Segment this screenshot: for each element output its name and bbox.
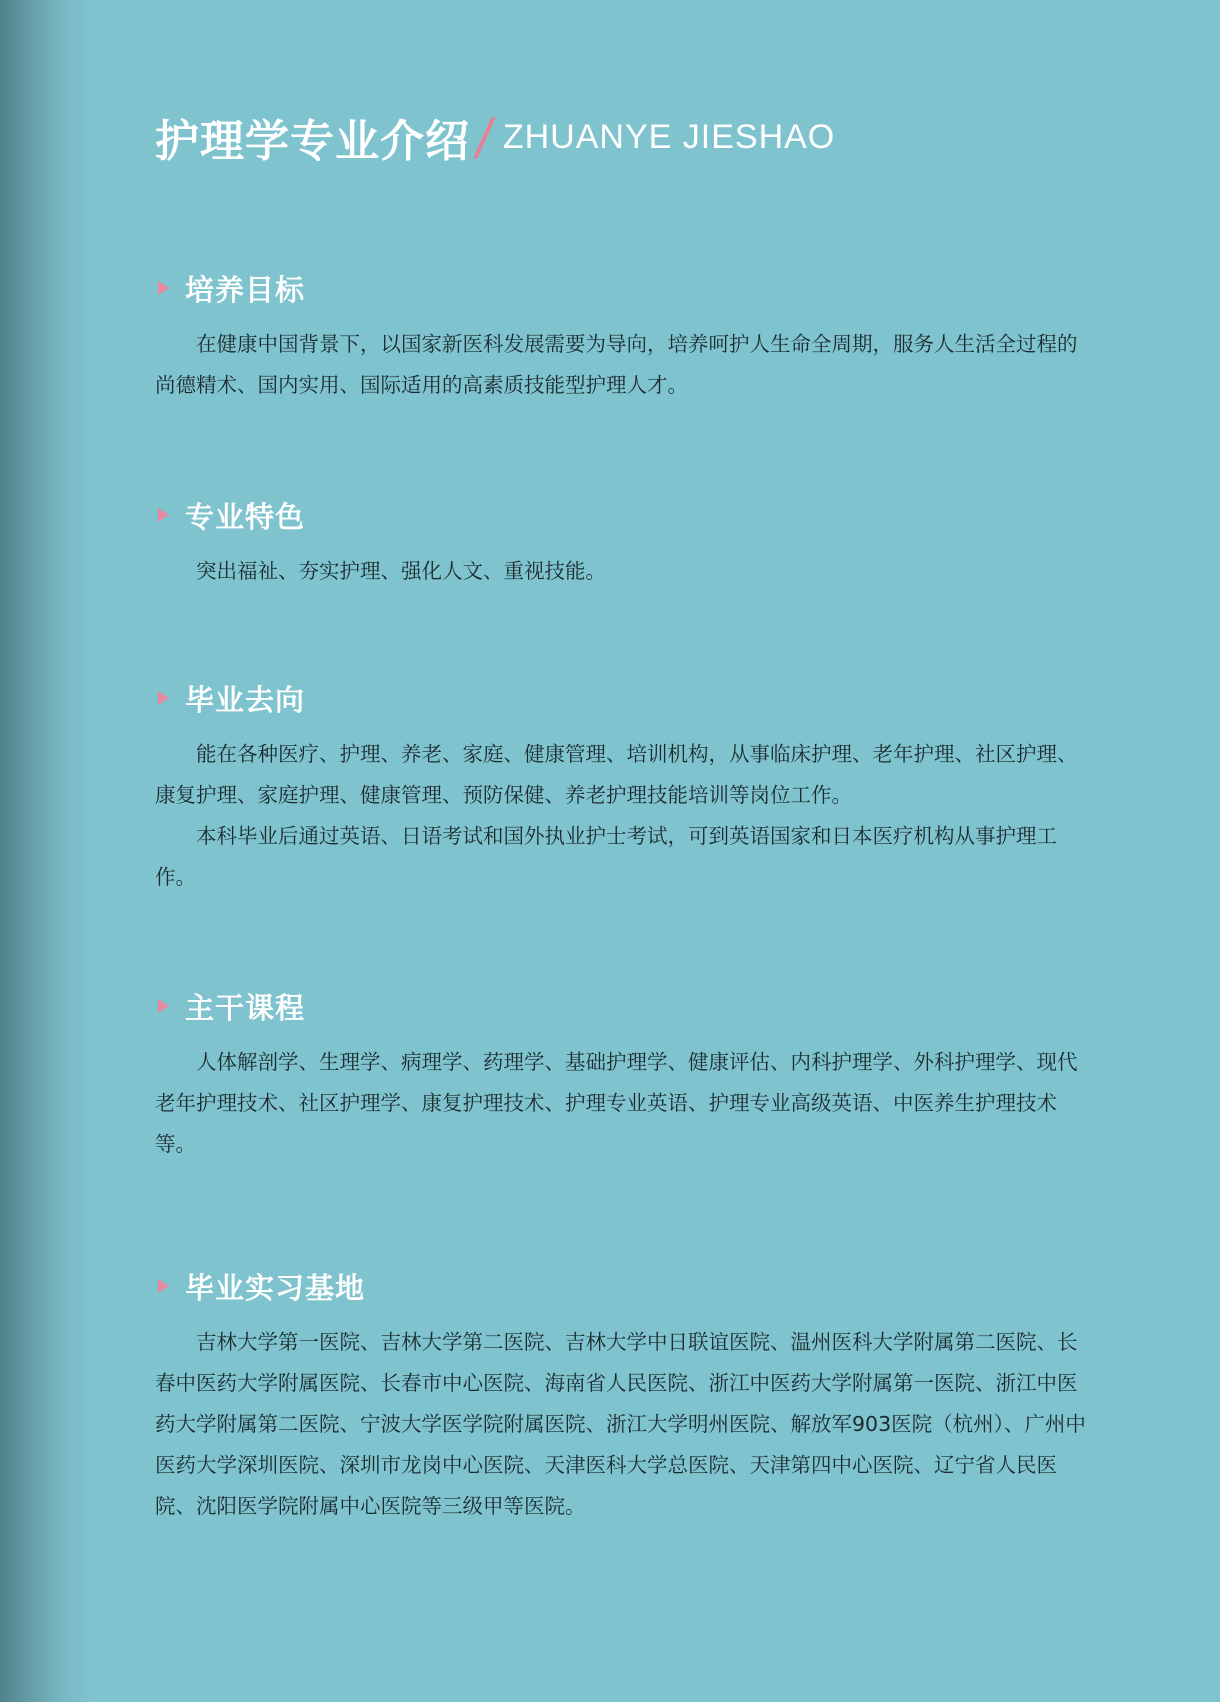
paragraph: 人体解剖学、生理学、病理学、药理学、基础护理学、健康评估、内科护理学、外科护理学、现代老年护理技术、社区护理学、康复护理技术、护理专业英语、护理专业高级英语、中医养生护理技术等。	[155, 1050, 1078, 1156]
title-separator: /	[471, 108, 497, 166]
paragraph: 本科毕业后通过英语、日语考试和国外执业护士考试，可到英语国家和日本医疗机构从事护理工作。	[155, 824, 1057, 889]
section-body	[155, 1042, 1095, 1165]
paragraph: 在健康中国背景下，以国家新医科发展需要为导向，培养呵护人生命全周期，服务人生活全过程的尚德精术、国内实用、国际适用的高素质技能型护理人才。	[155, 332, 1078, 397]
section-heading	[158, 984, 1095, 1028]
paragraph: 能在各种医疗、护理、养老、家庭、健康管理、培训机构，从事临床护理、老年护理、社区护理、康复护理、家庭护理、健康管理、预防保健、养老护理技能培训等岗位工作。	[155, 742, 1078, 807]
section-body	[155, 324, 1095, 406]
section-heading	[158, 1264, 1095, 1308]
paragraph: 吉林大学第一医院、吉林大学第二医院、吉林大学中日联谊医院、温州医科大学附属第二医院、长春中医药大学附属医院、长春市中心医院、海南省人民医院、浙江中医药大学附属第一医院、浙江中医药大学附属第二医院、宁波大学医学院附属医院、浙江大学明州医院、解放军903医院（杭州）、广州中医药大学深圳医院、深圳市龙岗中心医院、天津医科大学总医院、天津第四中心医院、辽宁省人民医院、沈阳医学院附属中心医院等三级甲等医院。	[155, 1330, 1086, 1518]
page-spine-shadow	[0, 0, 90, 1702]
triangle-bullet-icon	[158, 999, 169, 1013]
section-heading	[158, 676, 1095, 720]
section-program-features	[155, 493, 1095, 592]
section-heading	[158, 493, 1095, 537]
section-graduate-destinations	[155, 676, 1095, 898]
section-training-goal	[155, 266, 1095, 406]
page-header	[155, 102, 835, 172]
paragraph: 突出福祉、夯实护理、强化人文、重视技能。	[196, 559, 606, 583]
section-title: 培养目标	[185, 272, 306, 307]
triangle-bullet-icon	[158, 691, 169, 705]
section-title: 专业特色	[185, 499, 306, 534]
page-title: 护理学专业介绍	[155, 116, 470, 167]
triangle-bullet-icon	[158, 1279, 169, 1293]
page-title-pinyin: ZHUANYE JIESHAO	[502, 117, 836, 156]
section-body	[155, 1322, 1095, 1527]
section-title: 毕业去向	[185, 682, 306, 717]
section-internship-bases	[155, 1264, 1095, 1527]
section-title: 主干课程	[185, 990, 306, 1025]
section-heading	[158, 266, 1095, 310]
triangle-bullet-icon	[158, 281, 169, 295]
section-title: 毕业实习基地	[185, 1270, 366, 1305]
triangle-bullet-icon	[158, 508, 169, 522]
section-body	[155, 551, 1095, 592]
section-body	[155, 734, 1095, 898]
section-core-courses	[155, 984, 1095, 1165]
